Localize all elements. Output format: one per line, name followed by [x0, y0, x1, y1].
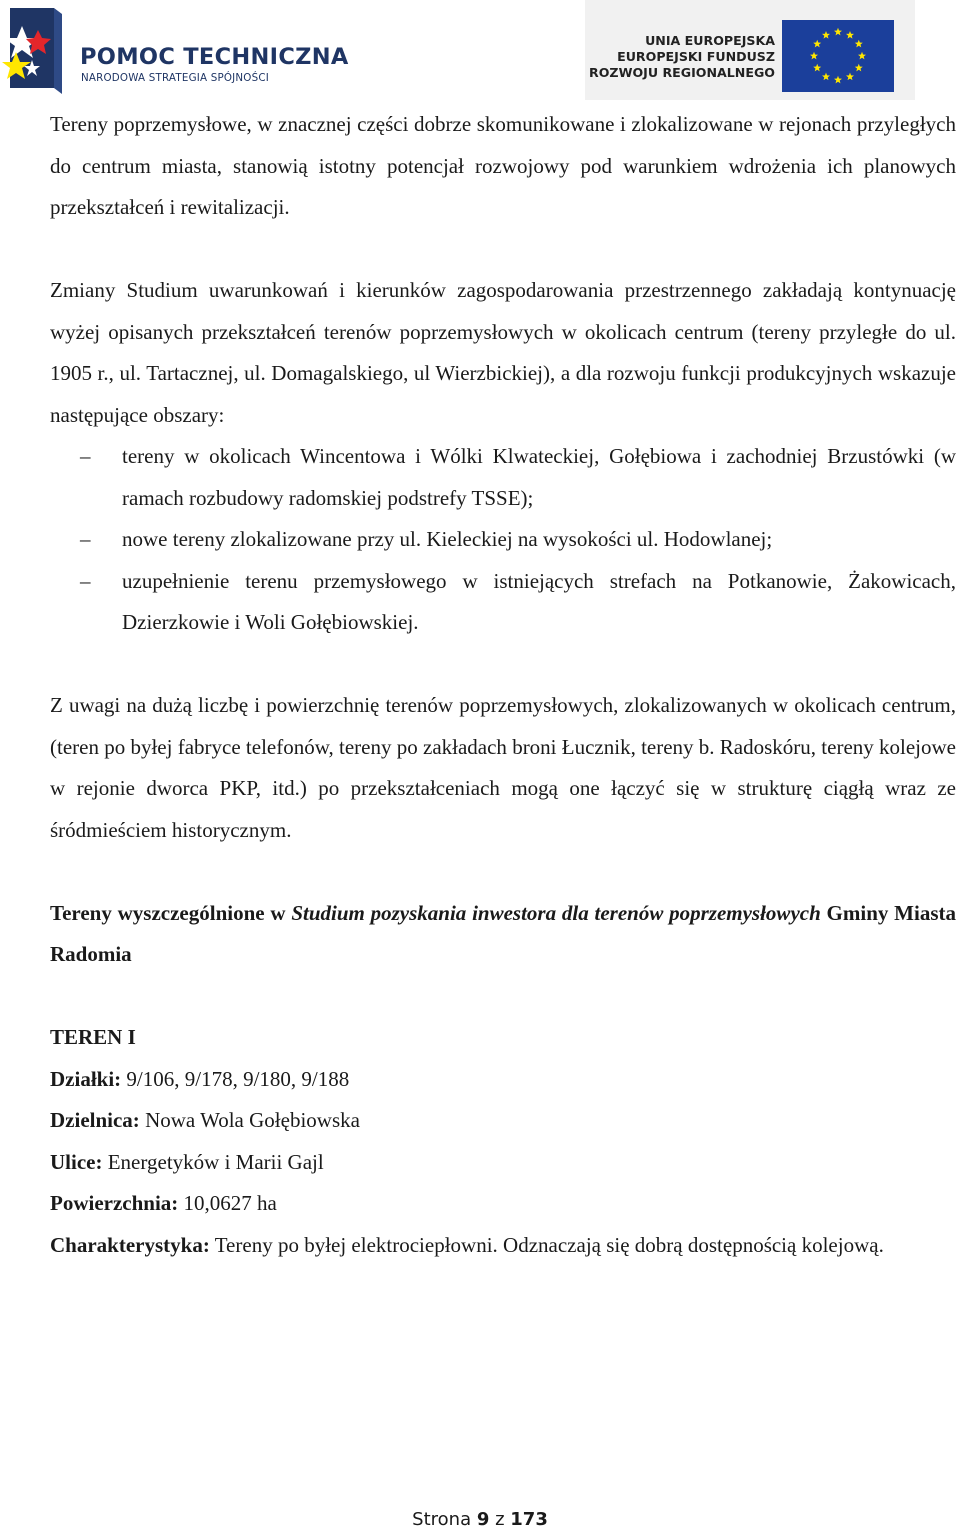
list-item: – tereny w okolicach Wincentowa i Wólki Klwateckiej, Gołębiowa i zachodniej Brzustówki (w ramach rozbudowy radomskiej podstrefy TSSE);: [50, 436, 956, 519]
list-item: – uzupełnienie terenu przemysłowego w istniejących strefach na Potkanowie, Żakowicach, Dzierzkowie i Woli Gołębiowskiej.: [50, 561, 956, 644]
eu-line-2: EUROPEJSKI FUNDUSZ: [617, 49, 775, 64]
teren-title: TEREN I: [50, 1025, 136, 1049]
section-heading-italic: Studium pozyskania inwestora dla terenów poprzemysłowych: [291, 900, 821, 925]
paragraph-2: Zmiany Studium uwarunkowań i kierunków zagospodarowania przestrzennego zakładają kontynuację wyżej opisanych przekształceń terenów poprzemysłowych w okolicach centrum (tereny przyległe do ul. 1905 r., ul. Tartacznej, ul. Domagalskiego, ul Wierzbickiej), a dla rozwoju funkcji produkcyjnych wskazuje następujące obszary:: [50, 278, 956, 427]
list-marker: –: [80, 568, 91, 593]
eu-logo: [585, 0, 915, 100]
areas-list: [50, 436, 956, 644]
total-pages: 173: [510, 1509, 548, 1530]
field-ulice: Ulice: Energetyków i Marii Gajl: [50, 1149, 324, 1174]
list-marker: –: [80, 444, 91, 468]
field-charakterystyka: Charakterystyka: Tereny po byłej elektrociepłowni. Odznaczają się dobrą dostępnością kolejową.: [50, 1232, 884, 1257]
current-page: 9: [476, 1509, 490, 1530]
logo-subtitle: NARODOWA STRATEGIA SPÓJNOŚCI: [81, 72, 269, 84]
eu-logo-text: [589, 33, 775, 81]
eu-line-1: UNIA EUROPEJSKA: [645, 33, 775, 48]
pomoc-techniczna-emblem-icon: [2, 8, 82, 100]
paragraph-1: Tereny poprzemysłowe, w znacznej części dobrze skomunikowane i zlokalizowane w rejonach przyległych do centrum miasta, stanowią istotny potencjał rozwojowy pod warunkiem wdrożenia ich planowych przekształceń i rewitalizacji.: [50, 112, 956, 219]
paragraph-3: Z uwagi na dużą liczbę i powierzchnię terenów poprzemysłowych, zlokalizowanych w okolicach centrum, (teren po byłej fabryce telefonów, tereny po zakładach broni Łucznik, tereny b. Radoskóru, tereny kolejowe w rejonie dworca PKP, itd.) po przekształceniach mogą one łączyć się w strukturę ciągłą wraz ze śródmieściem historycznym.: [50, 693, 956, 842]
field-powierzchnia: Powierzchnia: 10,0627 ha: [50, 1191, 277, 1215]
eu-flag-icon: [782, 20, 894, 92]
page-header: [0, 0, 960, 100]
eu-line-3: ROZWOJU REGIONALNEGO: [589, 65, 775, 80]
list-item: – nowe tereny zlokalizowane przy ul. Kieleckiej na wysokości ul. Hodowlanej;: [50, 519, 956, 561]
field-dzielnica: Dzielnica: Nowa Wola Gołębiowska: [50, 1108, 360, 1132]
document-body: [50, 104, 956, 1266]
page-footer: Strona 9 z 173: [412, 1509, 548, 1530]
logo-title: POMOC TECHNICZNA: [80, 44, 349, 70]
section-heading: Tereny wyszczególnione w Studium pozyskania inwestora dla terenów poprzemysłowych Gminy Miasta Radomia: [50, 900, 956, 966]
list-marker: –: [80, 527, 91, 551]
pomoc-techniczna-logo: [2, 8, 349, 100]
field-dzialki: Działki: 9/106, 9/178, 9/180, 9/188: [50, 1066, 350, 1091]
